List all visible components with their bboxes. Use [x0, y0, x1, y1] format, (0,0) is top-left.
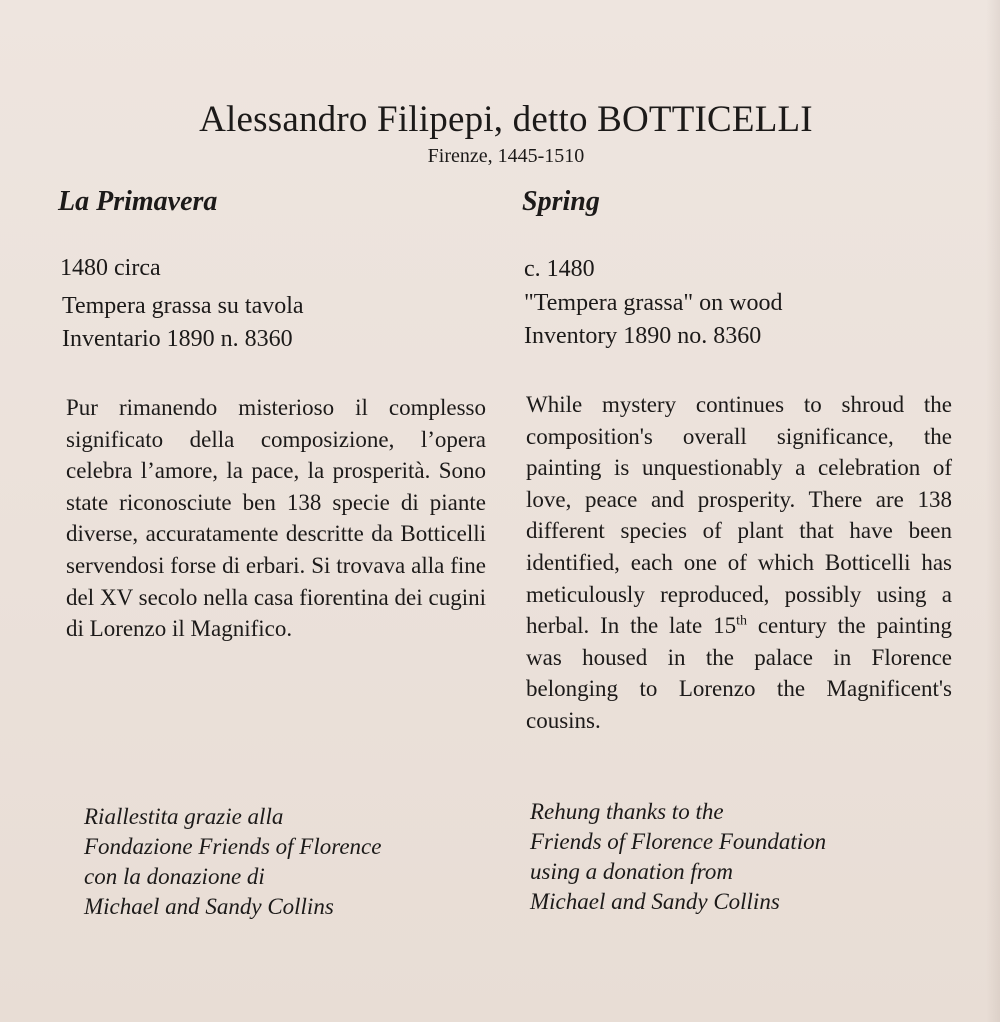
artist-origin-dates: Firenze, 1445-1510 — [427, 145, 585, 167]
english-credit-line: Michael and Sandy Collins — [530, 889, 780, 914]
english-description-ordinal: th — [736, 613, 747, 629]
italian-credit-line: Riallestita grazie alla — [84, 804, 284, 829]
italian-credit-line: con la donazione di — [84, 864, 265, 889]
english-inventory: Inventory 1890 no. 8360 — [524, 323, 762, 349]
artist-name: Alessandro Filipepi, detto BOTTICELLI — [199, 99, 813, 140]
english-description-part1: While mystery continues to shroud the composition's overall significance, the painting is unquestionably a celebration of love, peace and prosperity. There are 138 different species of plant that have been identified, each one of which Botticelli has meticulously reproduced, possibly using a herbal. In the late 15 — [526, 392, 952, 639]
english-title: Spring — [522, 186, 600, 217]
english-credit-line: Rehung thanks to the — [530, 799, 724, 824]
english-credit — [530, 797, 950, 917]
italian-credit-line: Michael and Sandy Collins — [84, 894, 334, 919]
italian-title: La Primavera — [58, 186, 218, 217]
english-credit-line: Friends of Florence Foundation — [530, 829, 827, 854]
italian-medium: Tempera grassa su tavola — [62, 293, 304, 319]
english-credit-line: using a donation from — [530, 859, 733, 884]
italian-description: Pur rimanendo misterioso il complesso significato della composizione, l’opera celebra l’amore, la pace, la prosperità. Sono state riconosciute ben 138 specie di piante diverse, accuratamente descritte da Botticelli servendosi forse di erbari. Si trovava alla fine del XV secolo nella casa fiorentina dei cugini di Lorenzo il Magnifico. — [66, 395, 486, 642]
italian-credit-line: Fondazione Friends of Florence — [84, 834, 382, 859]
italian-inventory: Inventario 1890 n. 8360 — [62, 326, 293, 352]
english-medium: "Tempera grassa" on wood — [524, 290, 783, 316]
italian-credit — [84, 802, 504, 922]
english-description — [526, 389, 952, 737]
english-description-part2: century the painting was housed in the palace in Florence belonging to Lorenzo the Magnificent's cousins. — [526, 613, 952, 733]
english-date: c. 1480 — [524, 256, 595, 282]
italian-date: 1480 circa — [60, 255, 161, 281]
